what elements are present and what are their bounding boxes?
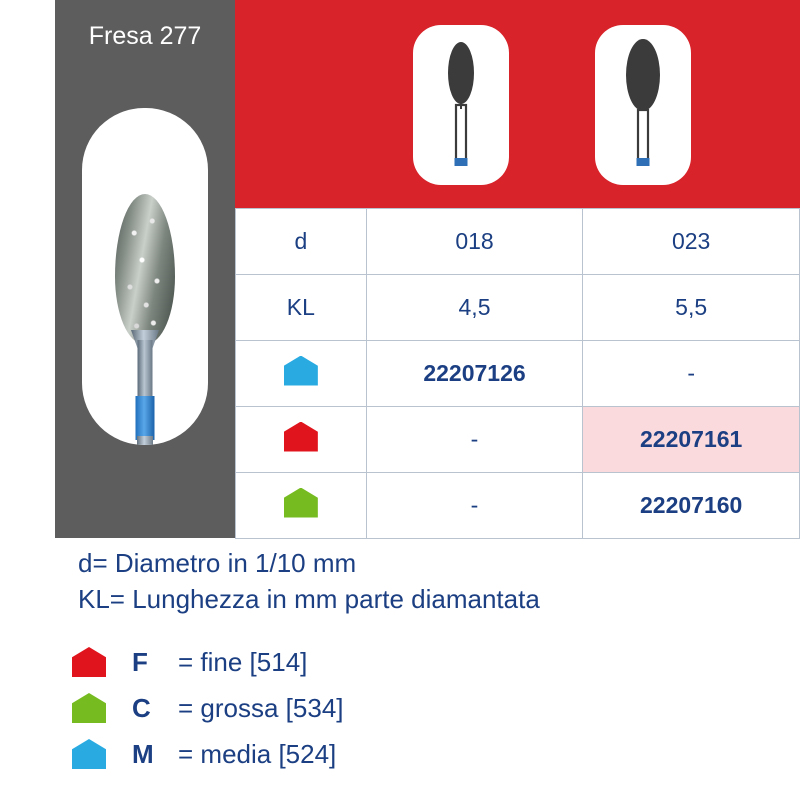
table-row <box>236 209 800 275</box>
page-title: Fresa 277 <box>88 22 202 50</box>
cell-fine-018: - <box>366 407 583 473</box>
fine-arrow-icon <box>284 422 318 452</box>
key-text-grossa: = grossa [534] <box>178 692 344 723</box>
grit-key-list <box>0 639 800 777</box>
table-row <box>236 341 800 407</box>
grossa-arrow-icon <box>72 693 106 723</box>
fine-arrow-icon <box>72 647 106 677</box>
row-label-d: d <box>236 209 367 275</box>
key-text-fine: = fine [514] <box>178 646 308 677</box>
shape-diagram-023 <box>595 25 691 185</box>
bur-outline-icon-023 <box>595 25 691 185</box>
table-row <box>236 473 800 539</box>
grossa-arrow-icon <box>284 488 318 518</box>
table-row <box>236 275 800 341</box>
specification-table <box>235 208 800 539</box>
media-arrow-icon <box>72 739 106 769</box>
row-label-kl: KL <box>236 275 367 341</box>
note-length: KL= Lunghezza in mm parte diamantata <box>78 584 540 614</box>
bur-outline-icon-018 <box>413 25 509 185</box>
cell-media-018: 22207126 <box>366 341 583 407</box>
key-letter-fine: F <box>132 646 148 677</box>
cell-kl-018: 4,5 <box>366 275 583 341</box>
cell-grossa-018: - <box>366 473 583 539</box>
row-label-grossa <box>236 473 367 539</box>
cell-grossa-023: 22207160 <box>583 473 800 539</box>
key-letter-media: M <box>132 738 154 769</box>
legend-section <box>0 545 800 777</box>
key-text-media: = media [524] <box>178 738 337 769</box>
media-arrow-icon <box>284 356 318 386</box>
key-letter-grossa: C <box>132 692 151 723</box>
bur-shank <box>137 436 153 445</box>
note-diameter: d= Diametro in 1/10 mm <box>78 548 357 578</box>
cell-fine-023: 22207161 <box>583 407 800 473</box>
key-row-fine <box>72 639 800 685</box>
key-row-media <box>72 731 800 777</box>
shape-diagram-018 <box>413 25 509 185</box>
bur-head-diamond <box>115 194 175 344</box>
cell-media-023: - <box>583 341 800 407</box>
cell-d-023: 023 <box>583 209 800 275</box>
table-row <box>236 407 800 473</box>
cell-d-018: 018 <box>366 209 583 275</box>
bur-color-band <box>136 396 155 440</box>
product-photo-card <box>82 108 208 445</box>
red-header-band <box>235 0 800 208</box>
row-label-media <box>236 341 367 407</box>
key-row-grossa <box>72 685 800 731</box>
row-label-fine <box>236 407 367 473</box>
cell-kl-023: 5,5 <box>583 275 800 341</box>
